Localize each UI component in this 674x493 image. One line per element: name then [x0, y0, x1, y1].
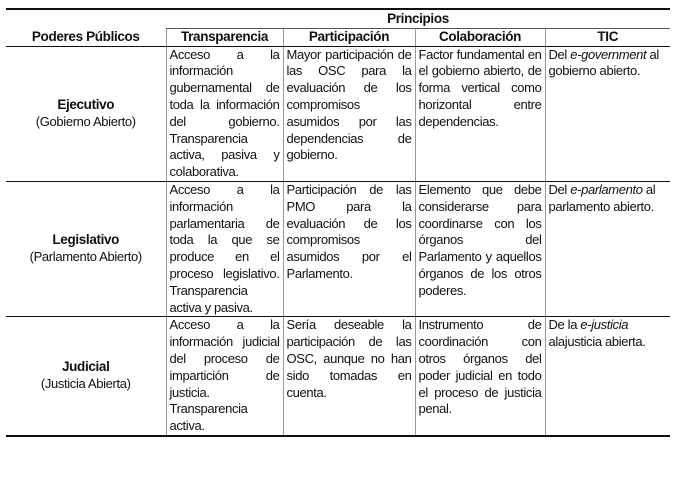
cell-transparencia: Acceso a la información parlamentaria de toda la que se produce en el proceso legislativo. Transparencia activa y pasiva.	[166, 181, 283, 316]
cell-participacion: Participación de las PMO para la evaluación de los compromisos asumidos por el Parlamento.	[283, 181, 415, 316]
row-label	[6, 46, 166, 181]
tic-post: alajusticia abierta.	[548, 334, 646, 350]
tic-post: al gobierno abierto.	[548, 46, 659, 79]
row-label	[6, 317, 166, 436]
cell-transparencia: Acceso a la información gubernamental de toda la información del gobierno. Transparencia activa, pasiva y colaborativa.	[166, 46, 283, 181]
table-row	[6, 181, 670, 316]
tic-pre: Del	[548, 46, 571, 62]
cell-transparencia: Acceso a la información judicial del proceso de impartición de justicia. Transparencia activa.	[166, 317, 283, 436]
cell-colaboracion: Elemento que debe considerarse para coordinarse con los órganos del Parlamento y aquellos órganos de los otros poderes.	[415, 181, 545, 316]
power-sub: (Gobierno Abierto)	[35, 113, 136, 129]
tic-italic: e-justicia	[580, 317, 629, 333]
tic-pre: De la	[548, 317, 581, 333]
table-row	[6, 46, 670, 181]
tic-pre: Del	[548, 181, 571, 197]
table-row	[6, 317, 670, 436]
cell-colaboracion: Factor fundamental en el gobierno abierto, de forma vertical como horizontal entre dependencias.	[415, 46, 545, 181]
header-poderes: Poderes Públicos	[6, 28, 166, 46]
header-empty	[6, 9, 166, 28]
cell-colaboracion: Instrumento de coordinación con otros órganos del poder judicial en todo el proceso de justicia penal.	[415, 317, 545, 436]
tic-italic: e-parlamento	[570, 181, 643, 197]
tic-post: al parlamento abierto.	[548, 181, 656, 214]
power-name: Legislativo	[52, 232, 120, 248]
header-principios: Principios	[166, 9, 670, 28]
power-name: Ejecutivo	[57, 96, 115, 112]
principles-table	[6, 8, 670, 437]
power-sub: (Parlamento Abierto)	[29, 249, 142, 265]
cell-participacion: Sería deseable la participación de las OSC, aunque no han sido tomadas en cuenta.	[283, 317, 415, 436]
power-name: Judicial	[62, 359, 110, 375]
cell-tic	[545, 181, 670, 316]
header-transparencia: Transparencia	[166, 28, 283, 46]
header-colaboracion: Colaboración	[415, 28, 545, 46]
power-sub: (Justicia Abierta)	[40, 376, 131, 392]
tic-italic: e-government	[570, 46, 647, 62]
row-label	[6, 181, 166, 316]
header-participacion: Participación	[283, 28, 415, 46]
cell-tic	[545, 46, 670, 181]
cell-participacion: Mayor participación de las OSC para la evaluación de los compromisos asumidos por las dependencias de gobierno.	[283, 46, 415, 181]
cell-tic	[545, 317, 670, 436]
header-tic: TIC	[545, 28, 670, 46]
